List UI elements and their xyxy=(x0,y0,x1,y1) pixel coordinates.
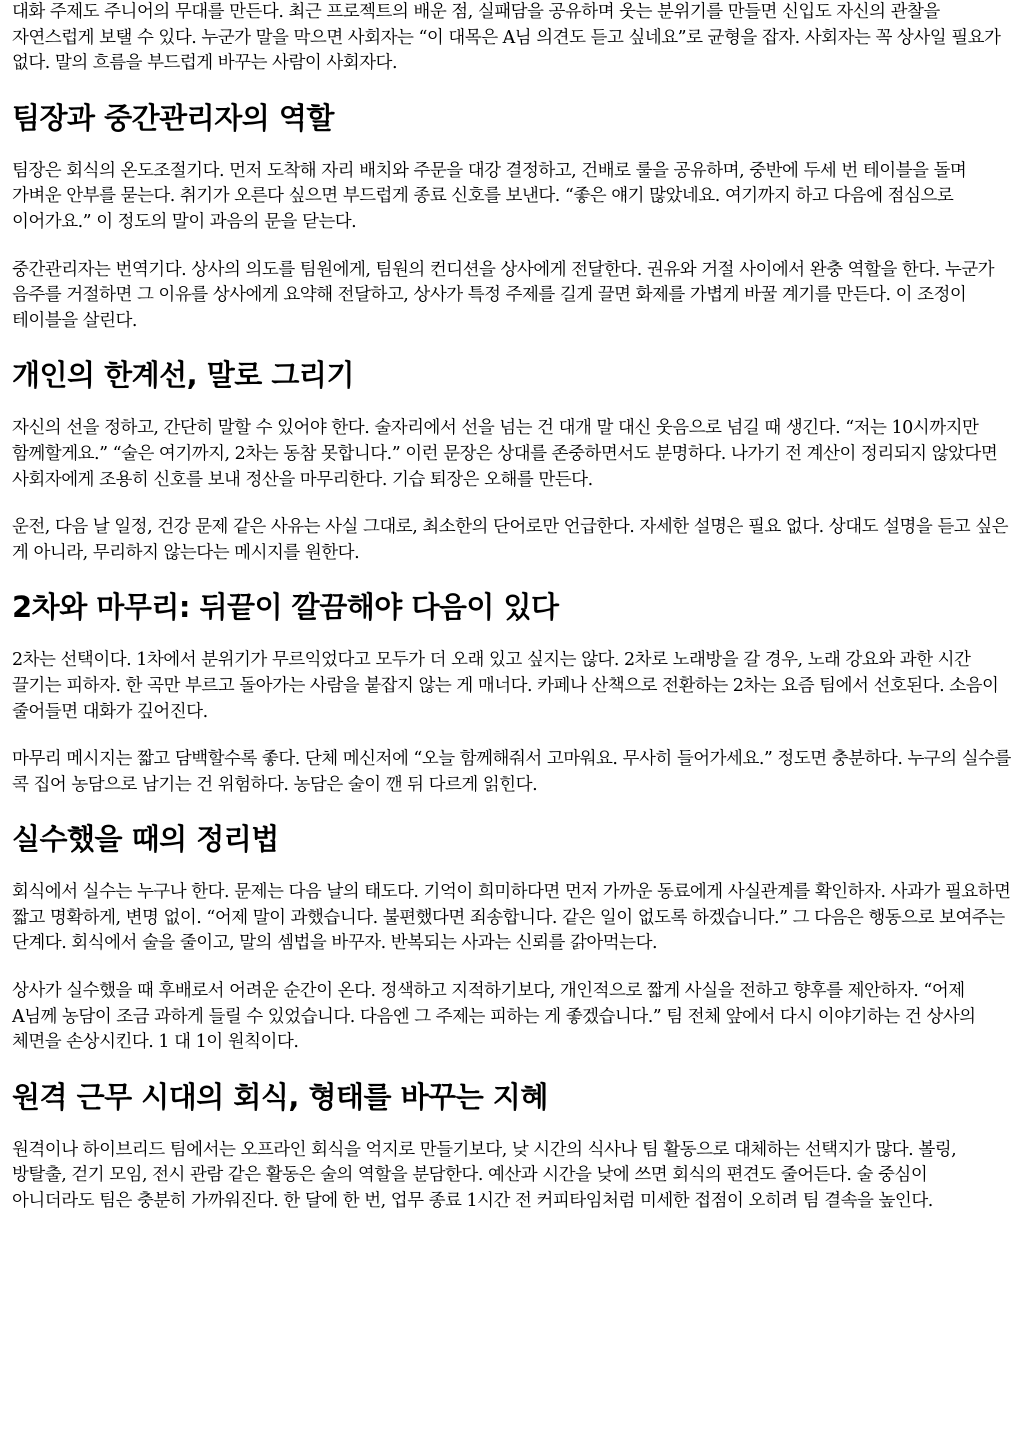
section-paragraph: 자신의 선을 정하고, 간단히 말할 수 있어야 한다. 술자리에서 선을 넘는 건 대개 말 대신 웃음으로 넘길 때 생긴다. “저는 10시까지만 함께할게요.” “술은 여기까지, 2차는 동참 못합니다.” 이런 문장은 상대를 존중하면서도 분명하다. 나가기 전 계산이 정리되지 않았다면 사회자에게 조용히 신호를 보내 정산을 마무리한다. 기습 퇴장은 오해를 만든다. xyxy=(12,418,998,490)
section-heading: 실수했을 때의 정리법 xyxy=(12,822,279,857)
section-heading: 팀장과 중간관리자의 역할 xyxy=(12,100,334,135)
section-paragraph: 회식에서 실수는 누구나 한다. 문제는 다음 날의 태도다. 기억이 희미하다면 먼저 가까운 동료에게 사실관계를 확인하자. 사과가 필요하면 짧고 명확하게, 변명 없이. “어제 말이 과했습니다. 불편했다면 죄송합니다. 같은 일이 없도록 하겠습니다.” 그 다음은 행동으로 보여주는 단계다. 회식에서 술을 줄이고, 말의 셈법을 바꾸자. 반복되는 사과는 신뢰를 갉아먹는다. xyxy=(12,882,1011,954)
section-paragraph: 2차는 선택이다. 1차에서 분위기가 무르익었다고 모두가 더 오래 있고 싶지는 않다. 2차로 노래방을 갈 경우, 노래 강요와 과한 시간 끌기는 피하자. 한 곡만 부르고 돌아가는 사람을 붙잡지 않는 게 매너다. 카페나 산책으로 전환하는 2차는 요즘 팀에서 선호된다. 소음이 줄어들면 대화가 깊어진다. xyxy=(12,650,999,722)
article xyxy=(12,0,1012,1237)
section-paragraph: 마무리 메시지는 짧고 담백할수록 좋다. 단체 메신저에 “오늘 함께해줘서 고마워요. 무사히 들어가세요.” 정도면 충분하다. 누구의 실수를 콕 집어 농담으로 남기는 건 위험하다. 농담은 술이 깬 뒤 다르게 읽힌다. xyxy=(12,749,1011,795)
section-paragraph: 팀장은 회식의 온도조절기다. 먼저 도착해 자리 배치와 주문을 대강 결정하고, 건배로 룰을 공유하며, 중반에 두세 번 테이블을 돌며 가벼운 안부를 묻는다. 취기가 오른다 싶으면 부드럽게 종료 신호를 보낸다. “좋은 얘기 많았네요. 여기까지 하고 다음에 점심으로 이어가요.” 이 정도의 말이 과음의 문을 닫는다. xyxy=(12,160,967,232)
section-paragraph: 원격이나 하이브리드 팀에서는 오프라인 회식을 억지로 만들기보다, 낮 시간의 식사나 팀 활동으로 대체하는 선택지가 많다. 볼링, 방탈출, 걷기 모임, 전시 관람 같은 활동은 술의 역할을 분담한다. 예산과 시간을 낮에 쓰면 회식의 편견도 줄어든다. 술 중심이 아니더라도 팀은 충분히 가까워진다. 한 달에 한 번, 업무 종료 1시간 전 커피타임처럼 미세한 접점이 오히려 팀 결속을 높인다. xyxy=(12,1139,957,1212)
section-heading: 2차와 마무리: 뒤끝이 깔끔해야 다음이 있다 xyxy=(12,590,559,625)
section-heading: 개인의 한계선, 말로 그리기 xyxy=(12,358,354,393)
section-paragraph: 중간관리자는 번역기다. 상사의 의도를 팀원에게, 팀원의 컨디션을 상사에게 전달한다. 권유와 거절 사이에서 완충 역할을 한다. 누군가 음주를 거절하면 그 이유를 상사에게 요약해 전달하고, 상사가 특정 주제를 길게 끌면 화제를 가볍게 바꿀 계기를 만든다. 이 조정이 테이블을 살린다. xyxy=(12,259,995,331)
section-paragraph: 상사가 실수했을 때 후배로서 어려운 순간이 온다. 정색하고 지적하기보다, 개인적으로 짧게 사실을 전하고 향후를 제안하자. “어제 A님께 농담이 조금 과하게 들릴 수 있었습니다. 다음엔 그 주제는 피하는 게 좋겠습니다.” 팀 전체 앞에서 다시 이야기하는 건 상사의 체면을 손상시킨다. 1 대 1이 원칙이다. xyxy=(12,981,976,1053)
section-paragraph: 운전, 다음 날 일정, 건강 문제 같은 사유는 사실 그대로, 최소한의 단어로만 언급한다. 자세한 설명은 필요 없다. 상대도 설명을 듣고 싶은 게 아니라, 무리하지 않는다는 메시지를 원한다. xyxy=(12,517,1009,563)
section-heading: 원격 근무 시대의 회식, 형태를 바꾸는 지혜 xyxy=(12,1079,548,1114)
intro-paragraph: 대화 주제도 주니어의 무대를 만든다. 최근 프로젝트의 배운 점, 실패담을 공유하며 웃는 분위기를 만들면 신입도 자신의 관찰을 자연스럽게 보탤 수 있다. 누군가 말을 막으면 사회자는 “이 대목은 A님 의견도 듣고 싶네요”로 균형을 잡자. 사회자는 꼭 상사일 필요가 없다. 말의 흐름을 부드럽게 바꾸는 사람이 사회자다. xyxy=(12,2,1001,74)
